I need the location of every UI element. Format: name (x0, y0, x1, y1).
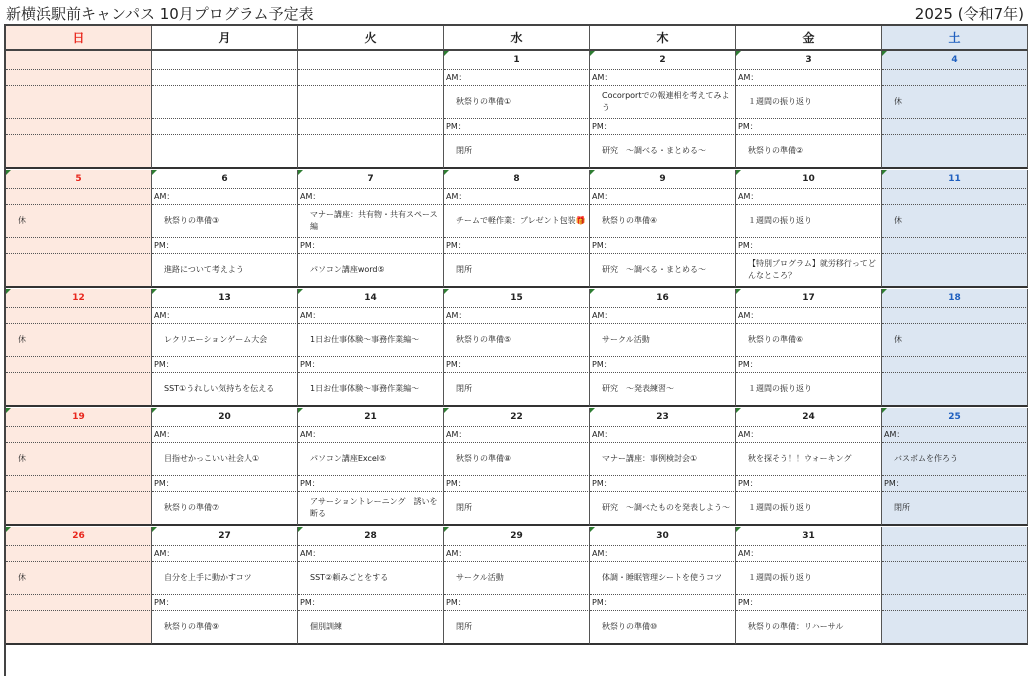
day-number: 1 (444, 51, 590, 70)
day-number: 26 (6, 527, 152, 546)
am-label: AM： (444, 427, 590, 443)
am-program: 秋祭りの準備① (444, 86, 590, 119)
pm-program: 研究 ～発表練習～ (590, 373, 736, 407)
am-label: AM： (444, 189, 590, 205)
day-number: 29 (444, 527, 590, 546)
pm-program: 【特別プログラム】就労移行ってどんなところ？ (736, 254, 882, 288)
day-number: 24 (736, 408, 882, 427)
pm-program: 秋祭りの準備⑨ (152, 611, 298, 645)
pm-program: SST①うれしい気持ちを伝える (152, 373, 298, 407)
am-label (298, 70, 444, 86)
day-number: 11 (882, 170, 1028, 189)
pm-label (882, 119, 1028, 135)
day-number (298, 51, 444, 70)
pm-label: PM： (882, 476, 1028, 492)
day-number: 7 (298, 170, 444, 189)
am-program (882, 562, 1028, 595)
am-program: 自分を上手に動かすコツ (152, 562, 298, 595)
pm-program (6, 492, 152, 526)
pm-label: PM： (444, 238, 590, 254)
am-label: AM： (298, 189, 444, 205)
pm-label (6, 476, 152, 492)
pm-label: PM： (444, 357, 590, 373)
am-label (6, 70, 152, 86)
am-label: AM： (736, 427, 882, 443)
day-number: 20 (152, 408, 298, 427)
pm-program: 研究 ～調べる・まとめる～ (590, 254, 736, 288)
am-program: 秋祭りの準備⑥ (736, 324, 882, 357)
am-label (882, 308, 1028, 324)
am-program: チームで軽作業：プレゼント包装🎁 (444, 205, 590, 238)
am-program: 休 (882, 324, 1028, 357)
pm-program (882, 135, 1028, 169)
pm-program: 秋祭りの準備：リハーサル (736, 611, 882, 645)
day-number: 15 (444, 289, 590, 308)
pm-label (882, 238, 1028, 254)
am-label (152, 70, 298, 86)
pm-label (6, 357, 152, 373)
pm-program: 秋祭りの準備② (736, 135, 882, 169)
am-label: AM： (590, 308, 736, 324)
pm-label (6, 119, 152, 135)
am-label (6, 189, 152, 205)
am-program: レクリエーションゲーム大会 (152, 324, 298, 357)
weekday-header: 土 (882, 26, 1028, 51)
pm-label: PM： (590, 476, 736, 492)
am-program: 休 (6, 562, 152, 595)
pm-program: 個別訓練 (298, 611, 444, 645)
am-program: １週間の振り返り (736, 562, 882, 595)
day-number: 21 (298, 408, 444, 427)
am-label (882, 546, 1028, 562)
pm-label: PM： (152, 595, 298, 611)
pm-program (882, 611, 1028, 645)
pm-program (6, 135, 152, 169)
am-label: AM： (444, 308, 590, 324)
pm-label: PM： (298, 357, 444, 373)
pm-label: PM： (298, 238, 444, 254)
day-number: 27 (152, 527, 298, 546)
day-number: 23 (590, 408, 736, 427)
pm-label: PM： (590, 357, 736, 373)
pm-label: PM： (736, 595, 882, 611)
am-program: マナー講座：共有物・共有スペース編 (298, 205, 444, 238)
am-label: AM： (590, 189, 736, 205)
pm-program (152, 135, 298, 169)
am-program: 体調・睡眠管理シートを使うコツ (590, 562, 736, 595)
am-program: 休 (882, 205, 1028, 238)
am-label: AM： (590, 427, 736, 443)
pm-label (6, 595, 152, 611)
pm-program (298, 135, 444, 169)
day-number: 9 (590, 170, 736, 189)
pm-label (152, 119, 298, 135)
pm-program: 閉所 (444, 492, 590, 526)
pm-label: PM： (444, 476, 590, 492)
am-label (882, 70, 1028, 86)
pm-program: 研究 ～調べる・まとめる～ (590, 135, 736, 169)
day-number: 8 (444, 170, 590, 189)
pm-label: PM： (298, 595, 444, 611)
pm-label: PM： (298, 476, 444, 492)
am-program (6, 86, 152, 119)
am-label: AM： (444, 546, 590, 562)
am-label: AM： (736, 70, 882, 86)
pm-label (882, 595, 1028, 611)
weekday-header: 金 (736, 26, 882, 51)
pm-program: パソコン講座word⑤ (298, 254, 444, 288)
am-program: SST②頼みごとをする (298, 562, 444, 595)
am-program: バスボムを作ろう (882, 443, 1028, 476)
day-number: 10 (736, 170, 882, 189)
am-program: 休 (6, 443, 152, 476)
am-label: AM： (736, 308, 882, 324)
weekday-header: 木 (590, 26, 736, 51)
pm-label: PM： (590, 119, 736, 135)
day-number: 2 (590, 51, 736, 70)
am-label (6, 546, 152, 562)
pm-program: 秋祭りの準備⑦ (152, 492, 298, 526)
am-program: マナー講座：事例検討会① (590, 443, 736, 476)
weekday-header: 火 (298, 26, 444, 51)
am-program: サークル活動 (444, 562, 590, 595)
day-number: 22 (444, 408, 590, 427)
pm-label: PM： (736, 357, 882, 373)
pm-label: PM： (444, 119, 590, 135)
am-label: AM： (152, 546, 298, 562)
pm-program: 閉所 (444, 373, 590, 407)
day-number: 17 (736, 289, 882, 308)
day-number: 5 (6, 170, 152, 189)
day-number (6, 51, 152, 70)
am-label (6, 427, 152, 443)
day-number: 16 (590, 289, 736, 308)
day-number (152, 51, 298, 70)
pm-label: PM： (736, 476, 882, 492)
am-program: 1日お仕事体験～事務作業編～ (298, 324, 444, 357)
am-program: 秋祭りの準備④ (590, 205, 736, 238)
am-label: AM： (152, 308, 298, 324)
day-number: 28 (298, 527, 444, 546)
pm-program (6, 254, 152, 288)
pm-program (882, 373, 1028, 407)
page-title: 新横浜駅前キャンパス 10月プログラム予定表 (6, 5, 314, 23)
am-program: 休 (882, 86, 1028, 119)
am-label: AM： (298, 427, 444, 443)
day-number: 30 (590, 527, 736, 546)
year-label: 2025 (令和7年) (914, 5, 1024, 23)
pm-program: 閉所 (444, 135, 590, 169)
am-program: 目指せかっこいい社会人① (152, 443, 298, 476)
pm-program: 秋祭りの準備⑩ (590, 611, 736, 645)
pm-program: １週間の振り返り (736, 492, 882, 526)
am-program: 秋を探そう！！ウォーキング (736, 443, 882, 476)
am-label (882, 189, 1028, 205)
am-label: AM： (590, 70, 736, 86)
weekday-header: 日 (6, 26, 152, 51)
day-number: 14 (298, 289, 444, 308)
pm-program (6, 611, 152, 645)
day-number: 25 (882, 408, 1028, 427)
pm-label: PM： (736, 119, 882, 135)
am-program (152, 86, 298, 119)
am-program (298, 86, 444, 119)
day-number: 4 (882, 51, 1028, 70)
am-program: サークル活動 (590, 324, 736, 357)
day-number: 19 (6, 408, 152, 427)
pm-label (298, 119, 444, 135)
pm-program (6, 373, 152, 407)
day-number (882, 527, 1028, 546)
pm-program: アサーショントレーニング 誘いを断る (298, 492, 444, 526)
pm-label (6, 238, 152, 254)
am-program: 秋祭りの準備⑧ (444, 443, 590, 476)
pm-program (882, 254, 1028, 288)
am-program: 秋祭りの準備⑤ (444, 324, 590, 357)
am-label: AM： (444, 70, 590, 86)
am-label: AM： (152, 189, 298, 205)
pm-label: PM： (590, 238, 736, 254)
weekday-header: 水 (444, 26, 590, 51)
pm-label: PM： (152, 357, 298, 373)
day-number: 13 (152, 289, 298, 308)
am-program: パソコン講座Excel⑤ (298, 443, 444, 476)
am-label: AM： (882, 427, 1028, 443)
am-program: Cocorportでの報連相を考えてみよう (590, 86, 736, 119)
pm-label: PM： (152, 476, 298, 492)
day-number: 12 (6, 289, 152, 308)
day-number: 6 (152, 170, 298, 189)
day-number: 3 (736, 51, 882, 70)
am-label: AM： (152, 427, 298, 443)
am-label: AM： (298, 546, 444, 562)
am-program: 秋祭りの準備③ (152, 205, 298, 238)
pm-program: 1日お仕事体験～事務作業編～ (298, 373, 444, 407)
am-label: AM： (736, 546, 882, 562)
am-program: １週間の振り返り (736, 86, 882, 119)
pm-label: PM： (736, 238, 882, 254)
am-label: AM： (298, 308, 444, 324)
am-label: AM： (736, 189, 882, 205)
day-number: 31 (736, 527, 882, 546)
am-program: １週間の振り返り (736, 205, 882, 238)
am-label (6, 308, 152, 324)
pm-program: 閉所 (882, 492, 1028, 526)
pm-program: １週間の振り返り (736, 373, 882, 407)
calendar-grid (4, 24, 1028, 676)
pm-label (882, 357, 1028, 373)
pm-label: PM： (444, 595, 590, 611)
am-label: AM： (590, 546, 736, 562)
am-program: 休 (6, 324, 152, 357)
am-program: 休 (6, 205, 152, 238)
weekday-header: 月 (152, 26, 298, 51)
pm-program: 進路について考えよう (152, 254, 298, 288)
pm-program: 閉所 (444, 254, 590, 288)
pm-label: PM： (152, 238, 298, 254)
pm-program: 研究 ～調べたものを発表しよう～ (590, 492, 736, 526)
pm-label: PM： (590, 595, 736, 611)
pm-program: 閉所 (444, 611, 590, 645)
day-number: 18 (882, 289, 1028, 308)
